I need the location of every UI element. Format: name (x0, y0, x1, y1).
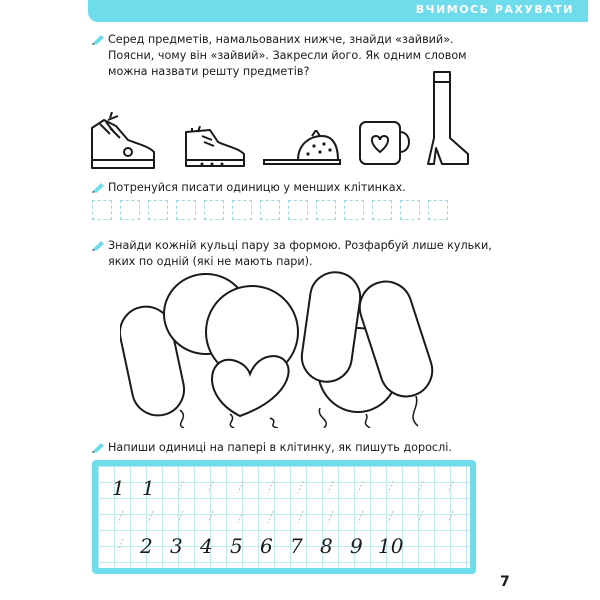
trace-one (446, 480, 454, 494)
trace-one (176, 510, 184, 524)
practice-cells[interactable] (92, 200, 448, 226)
trace-one (206, 480, 214, 494)
trace-one (116, 538, 124, 552)
trace-one (296, 480, 304, 494)
trace-one (116, 510, 124, 524)
trace-one (416, 480, 424, 494)
task-3-text: Знайди кожній кульці пару за формою. Розфарбуй лише кульки, яких по одній (які не мають пари). (108, 239, 492, 268)
practice-cell[interactable] (260, 200, 280, 220)
practice-cell[interactable] (120, 200, 140, 220)
task-4-instruction (92, 440, 492, 456)
trace-one (146, 510, 154, 524)
section-title: ВЧИМОСЬ РАХУВАТИ (415, 3, 574, 16)
trace-one (446, 510, 454, 524)
practice-cell[interactable] (232, 200, 252, 220)
digit: 4 (200, 534, 213, 558)
practice-cell[interactable] (176, 200, 196, 220)
task-4-text: Напиши одиниці на папері в клітинку, як пишуть дорослі. (108, 441, 452, 454)
trace-one (386, 480, 394, 494)
practice-cell[interactable] (92, 200, 112, 220)
digit-one: 1 (112, 476, 125, 500)
practice-cell[interactable] (148, 200, 168, 220)
trace-one (326, 510, 334, 524)
shoe-icon (182, 126, 248, 170)
trace-one (236, 510, 244, 524)
pencil-icon (92, 240, 106, 251)
practice-cell[interactable] (316, 200, 336, 220)
trace-one (326, 480, 334, 494)
trace-one (206, 510, 214, 524)
trace-one (356, 480, 364, 494)
trace-one (266, 480, 274, 494)
balloons-illustration (120, 268, 450, 428)
trace-one (296, 510, 304, 524)
slipper-icon (262, 130, 342, 170)
trace-one (416, 510, 424, 524)
digit: 2 (140, 534, 153, 558)
digit: 8 (320, 534, 333, 558)
practice-cell[interactable] (344, 200, 364, 220)
task-3-instruction (92, 238, 492, 270)
pencil-icon (92, 442, 106, 453)
trace-one (236, 480, 244, 494)
practice-cell[interactable] (288, 200, 308, 220)
trace-one (176, 480, 184, 494)
task-2-instruction (92, 180, 492, 196)
digit: 9 (350, 534, 363, 558)
pencil-icon (92, 34, 106, 45)
practice-cell[interactable] (400, 200, 420, 220)
writing-grid[interactable] (92, 460, 476, 574)
practice-cell[interactable] (428, 200, 448, 220)
sneaker-icon (88, 112, 158, 174)
trace-one (356, 510, 364, 524)
digit: 6 (260, 534, 273, 558)
practice-cell[interactable] (372, 200, 392, 220)
trace-one (386, 510, 394, 524)
page-number: 7 (500, 574, 510, 590)
digit: 3 (170, 534, 183, 558)
pencil-icon (92, 182, 106, 193)
boot-icon (426, 68, 472, 172)
digit-one: 1 (142, 476, 155, 500)
digit: 5 (230, 534, 243, 558)
task-2-text: Потренуйся писати одиницю у менших клітинках. (108, 181, 406, 194)
mug-icon (356, 118, 416, 168)
header-band (88, 0, 588, 22)
task-1-text: Серед предметів, намальованих нижче, знайди «зайвий». Поясни, чому він «зайвий». Закресли його. Як одним словом можна назвати решту предметів? (108, 33, 467, 78)
digit: 7 (290, 534, 303, 558)
digit: 10 (378, 534, 404, 558)
trace-one (266, 510, 274, 524)
practice-cell[interactable] (204, 200, 224, 220)
